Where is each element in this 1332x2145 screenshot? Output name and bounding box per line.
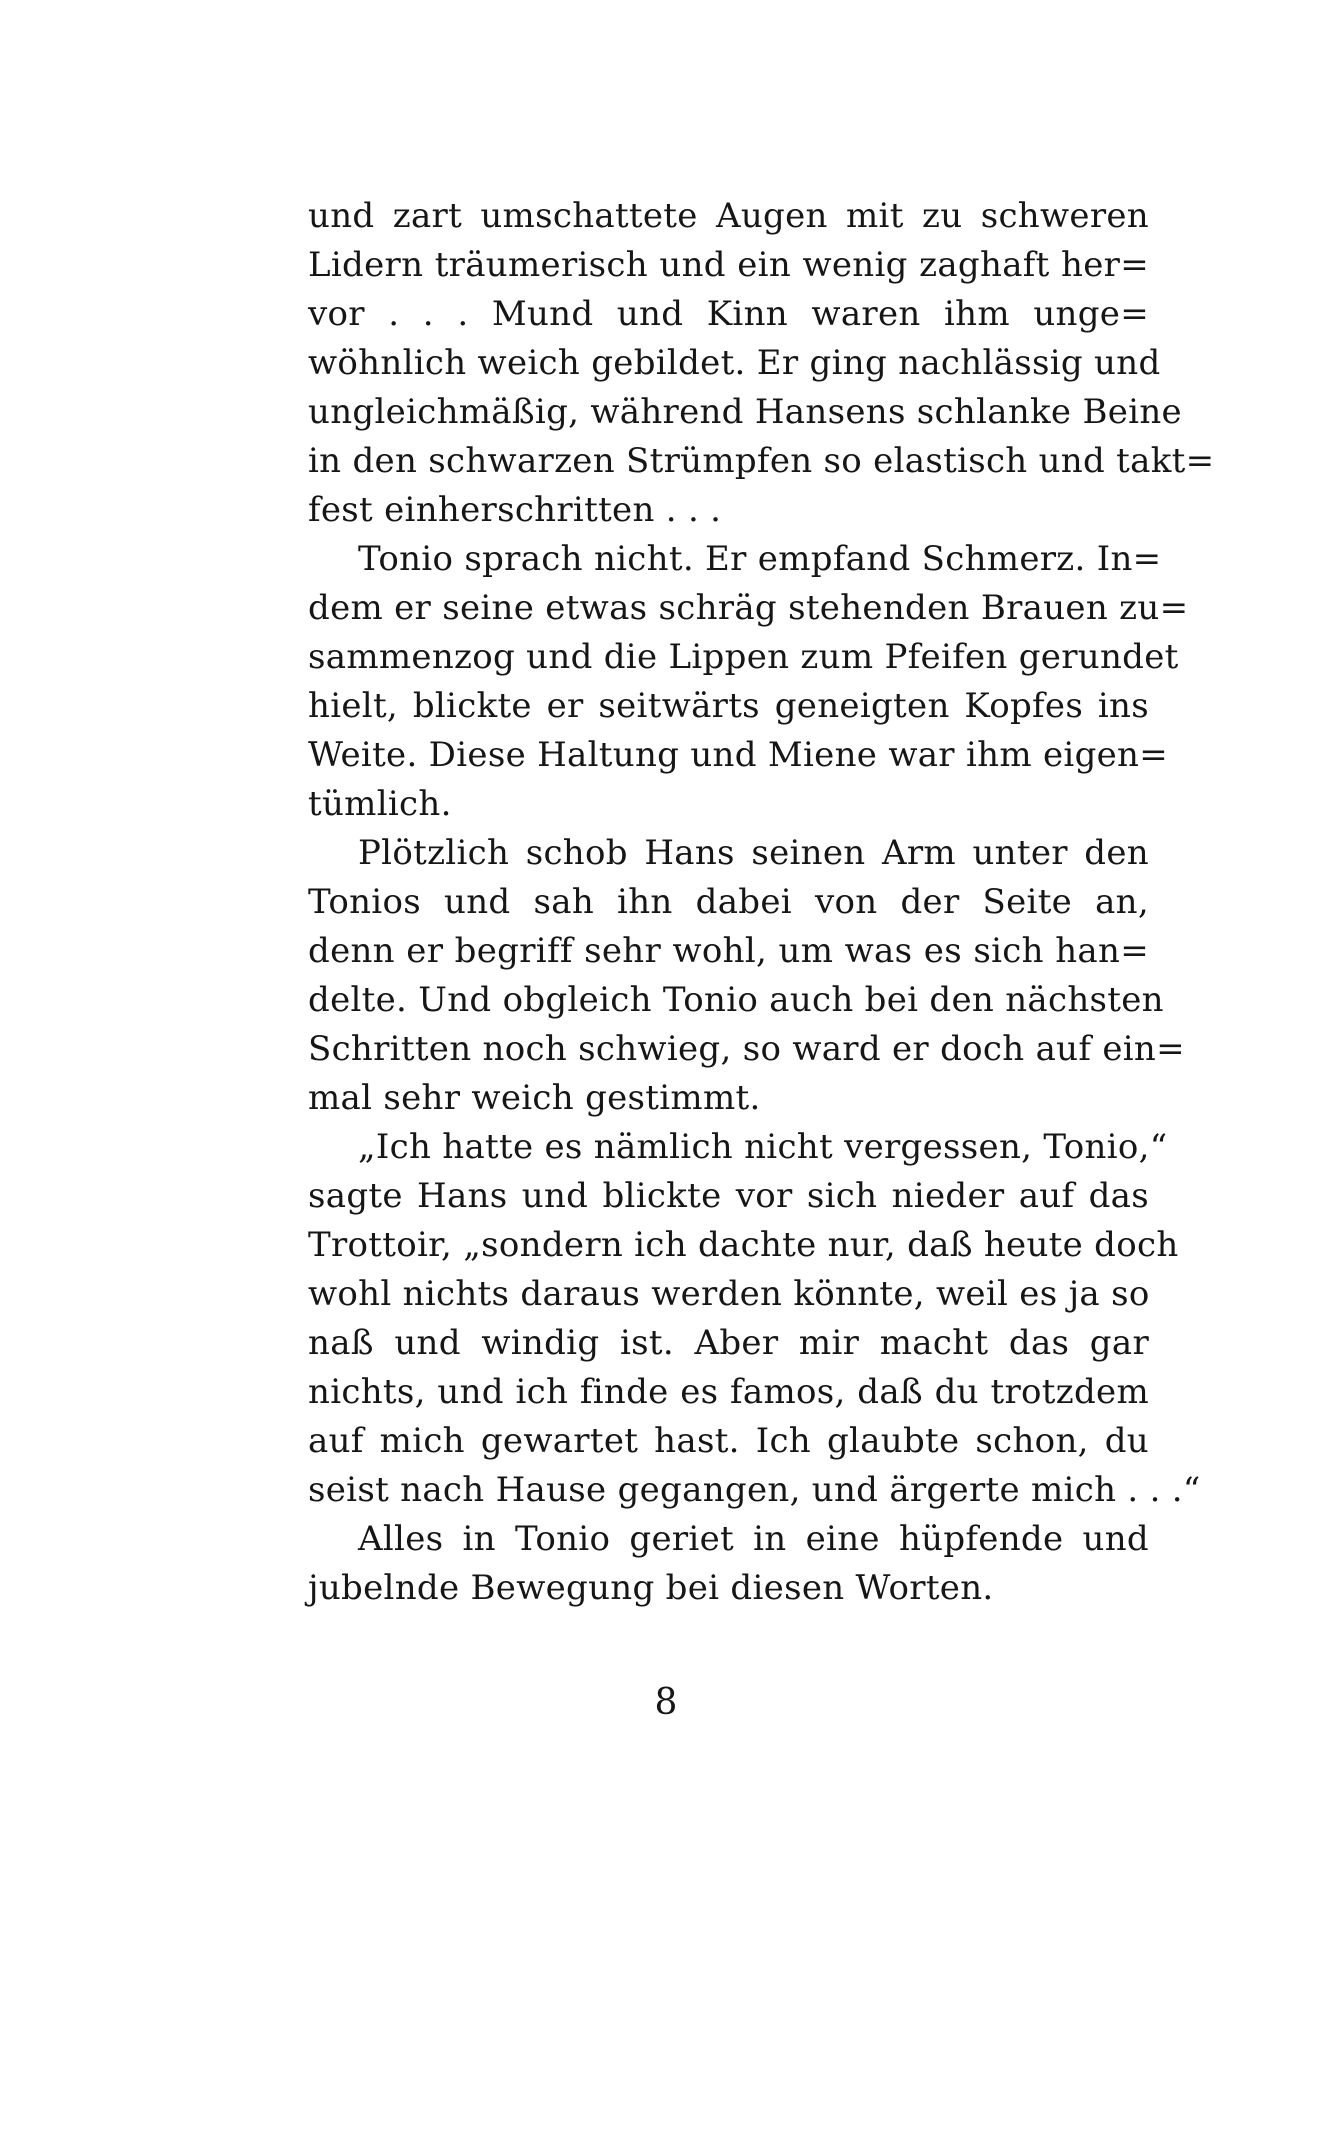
text-line-12: Weite. Diese Haltung und Miene war ihm eigen= xyxy=(308,735,1169,775)
text-line-17: delte. Und obgleich Tonio auch bei den nächsten xyxy=(308,980,1164,1020)
text-line-1: und zart umschattete Augen mit zu schweren xyxy=(308,196,1149,236)
text-line-20: „Ich hatte es nämlich nicht vergessen, Tonio,“ xyxy=(358,1127,1168,1167)
text-line-8: Tonio sprach nicht. Er empfand Schmerz. In= xyxy=(358,539,1162,579)
text-line-14: Plötzlich schob Hans seinen Arm unter den xyxy=(358,833,1149,873)
text-line-21: sagte Hans und blickte vor sich nieder auf das xyxy=(308,1176,1149,1216)
text-line-5: ungleichmäßig, während Hansens schlanke Beine xyxy=(308,392,1182,432)
text-line-23: wohl nichts daraus werden könnte, weil es ja so xyxy=(308,1274,1150,1314)
text-line-4: wöhnlich weich gebildet. Er ging nachlässig und xyxy=(308,343,1161,383)
text-line-9: dem er seine etwas schräg stehenden Brauen zu= xyxy=(308,588,1189,628)
text-line-22: Trottoir, „sondern ich dachte nur, daß heute doch xyxy=(308,1225,1179,1265)
body-text xyxy=(308,192,1215,1613)
text-line-6: in den schwarzen Strümpfen so elastisch und takt= xyxy=(308,441,1215,481)
text-line-3: vor . . . Mund und Kinn waren ihm unge= xyxy=(308,294,1149,334)
text-line-27: seist nach Hause gegangen, und ärgerte mich . . .“ xyxy=(308,1470,1201,1510)
text-line-15: Tonios und sah ihn dabei von der Seite an, xyxy=(308,882,1149,922)
page-number: 8 xyxy=(654,1682,678,1723)
text-line-29: jubelnde Bewegung bei diesen Worten. xyxy=(308,1568,994,1608)
text-line-10: sammenzog und die Lippen zum Pfeifen gerundet xyxy=(308,637,1179,677)
text-line-25: nichts, und ich finde es famos, daß du trotzdem xyxy=(308,1372,1149,1412)
text-line-2: Lidern träumerisch und ein wenig zaghaft her= xyxy=(308,245,1149,285)
text-line-11: hielt, blickte er seitwärts geneigten Kopfes ins xyxy=(308,686,1149,726)
text-line-26: auf mich gewartet hast. Ich glaubte schon, du xyxy=(308,1421,1149,1461)
text-line-28: Alles in Tonio geriet in eine hüpfende und xyxy=(358,1519,1149,1559)
text-line-16: denn er begriff sehr wohl, um was es sich han= xyxy=(308,931,1149,971)
text-line-7: fest einherschritten . . . xyxy=(308,490,722,530)
text-line-18: Schritten noch schwieg, so ward er doch auf ein= xyxy=(308,1029,1185,1069)
text-line-19: mal sehr weich gestimmt. xyxy=(308,1078,761,1118)
text-line-24: naß und windig ist. Aber mir macht das gar xyxy=(308,1323,1149,1363)
text-line-13: tümlich. xyxy=(308,784,452,824)
